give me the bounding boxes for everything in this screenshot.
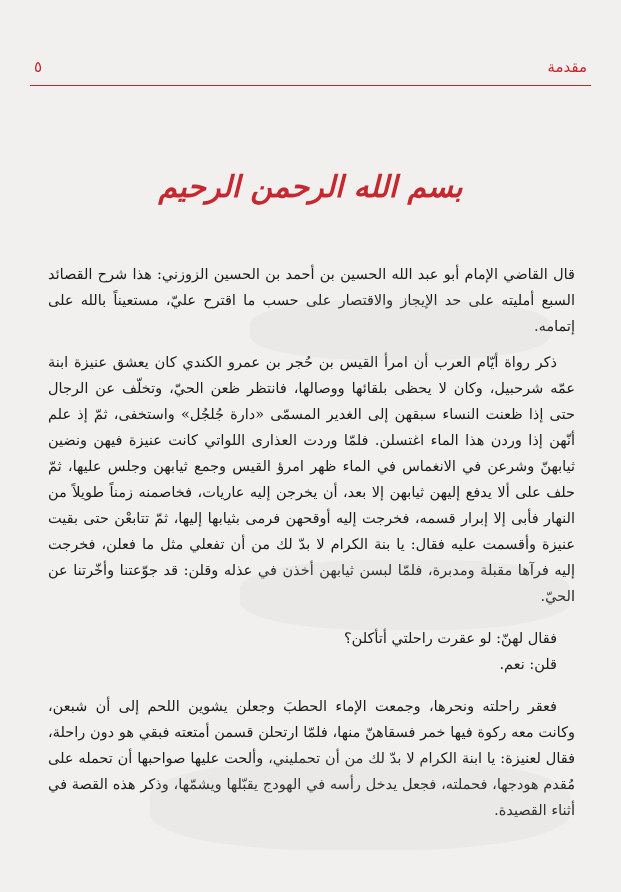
main-text — [48, 262, 575, 824]
page-number: ٥ — [34, 58, 43, 76]
header-divider — [30, 85, 591, 86]
paragraph-question: فقال لهنّ: لو عقرت راحلتي أتأكلن؟ — [343, 631, 557, 647]
chapter-title: مقدمة — [547, 58, 587, 76]
paragraph-answer: قلن: نعم. — [499, 657, 557, 673]
paragraph-story: ذكر رواة أيّام العرب أن امرأ القيس بن حُجر بن عمرو الكندي كان يعشق عنيزة ابنة عمّه شرحبيل، وكان لا يحظى بلقائها ووصالها، فانتظر ظعن الحيّ، وتخلّف عن الرجال حتى إذا ظعنت النساء سبقهن إلى الغدير المسمّى «دارة جُلجُل» واستخفى، ثمّ إذ علم أنّهن إذا وردن هذا الماء اغتسلن. فلمّا وردت العذارى اللواتي كانت عنيزة فيهن ونضين ثيابهنّ وشرعن في الانغماس في الماء ظهر امرؤ القيس وجمع ثيابهن وجلس عليها، ثمّ حلف على ألا يدفع إليهن ثيابهن إلا بعد، أن يخرجن إليه عاريات، فخاصمنه زمناً طويلاً من النهار فأبى إلا إبرار قسمه، فخرجت إليه أوقحهن فرمى بثيابها إليها، ثمّ تتابعْن حتى بقيت عنيزة وأقسمت عليه فقال: يا بنة الكرام لا بدّ لك من أن تفعلي مثل ما فعلن، فخرجت إليه فرآها مقبلة ومدبرة، فلمّا لبسن ثيابهن أخذن في عذله وقلن: قد جوّعتنا وأخّرتنا عن الحيّ. — [48, 355, 575, 605]
paragraph-intro: قال القاضي الإمام أبو عبد الله الحسين بن أحمد بن الحسين الزوزني: هذا شرح القصائد السبع أمليته على حد الإيجاز والاقتصار على حسب ما اقترح عليّ، مستعيناً بالله على إتمامه. — [48, 267, 575, 335]
basmala-heading: بسم الله الرحمن الرحيم — [158, 170, 463, 205]
paragraph-continuation: فعقر راحلته ونحرها، وجمعت الإماء الحطبَ وجعلن يشوين اللحم إلى أن شبعن، وكانت معه ركوة فيها خمر فسقاهنّ منها، فلمّا ارتحلن قسمن أمتعته فبقي هو دون راحلة، فقال لعنيزة: يا ابنة الكرام لا بدّ لك من أن تحمليني، وألحت عليها صواحبها أن تحمله على مُقدم هودجها، فحملته، فجعل يدخل رأسه في الهودج يقبّلها ويشمّها، وذكر هذه القصة في أثناء القصيدة. — [48, 699, 575, 819]
page-header — [30, 58, 591, 84]
